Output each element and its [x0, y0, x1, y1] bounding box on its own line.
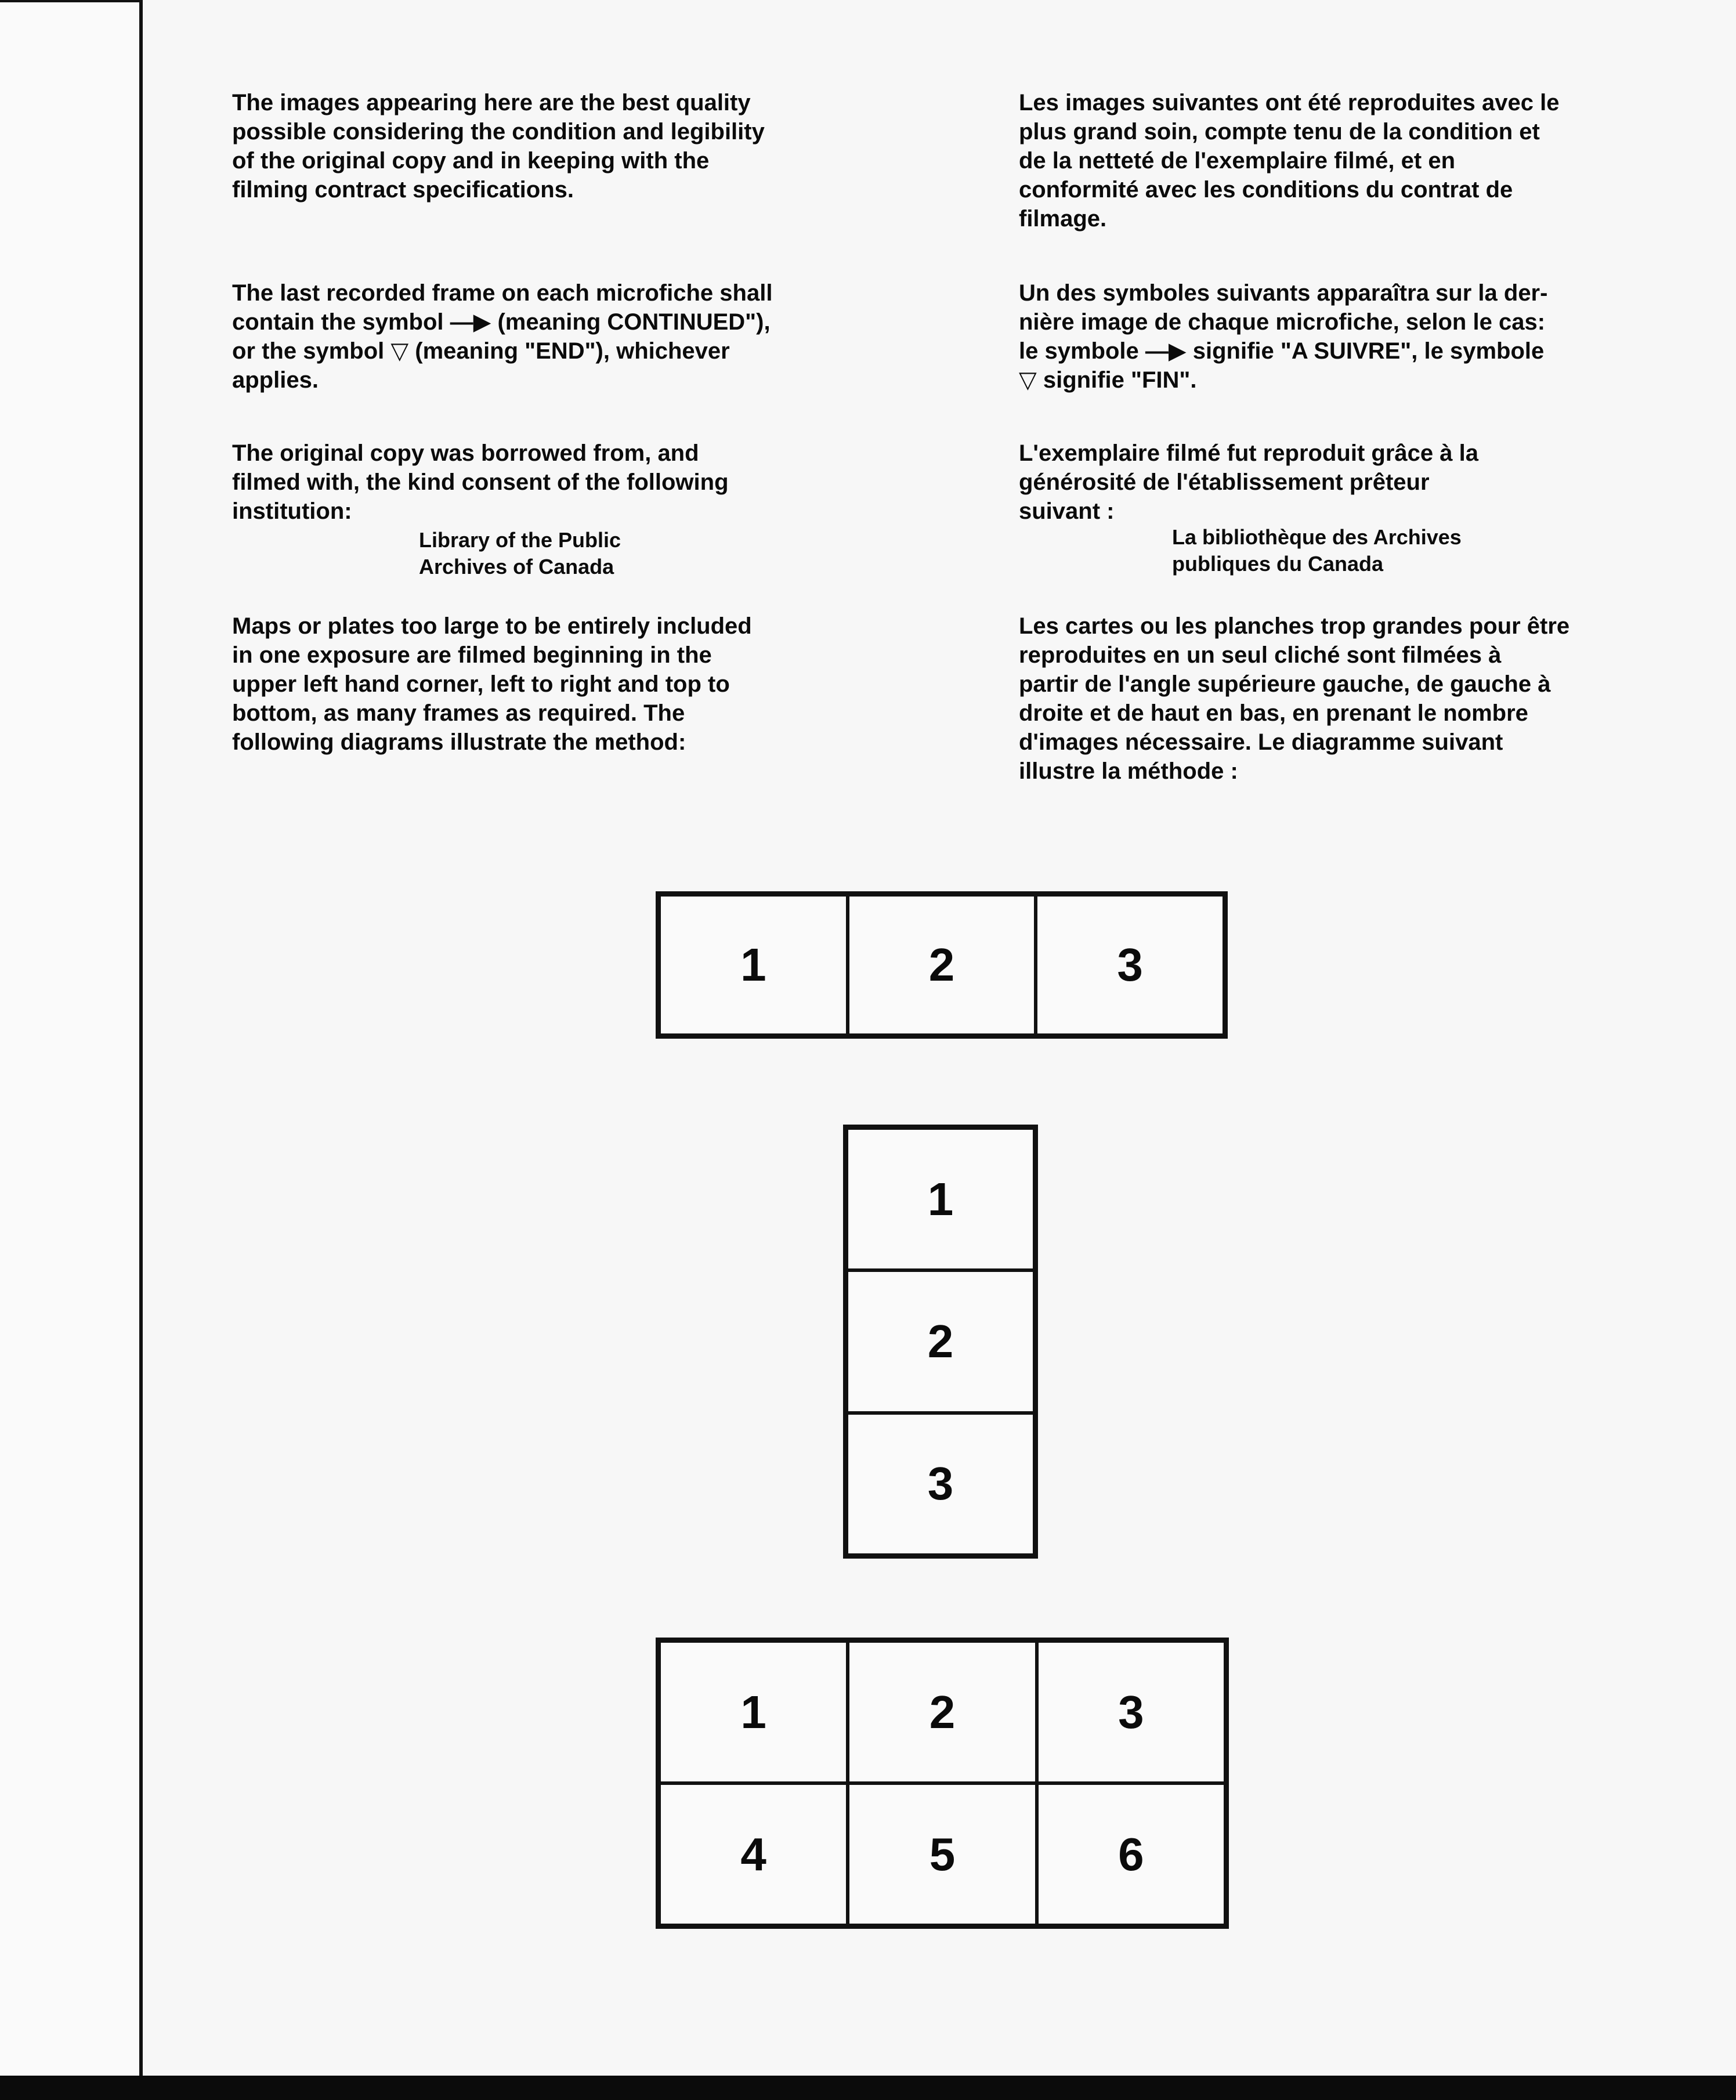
frame-cell: 4 [659, 1783, 848, 1925]
diagram-grid [656, 1638, 1229, 1929]
bottom-film-edge [0, 2076, 1736, 2100]
frame-cell: 3 [1037, 1641, 1225, 1783]
frame-cell: 5 [848, 1783, 1036, 1925]
english-maps-note: Maps or plates too large to be entirely included in one exposure are filmed beginning in the upper left hand corner, left to right and top to bottom, as many frames as required. The following diagrams illustrate the method: [232, 613, 752, 755]
frame-cell: 1 [659, 1641, 848, 1783]
top-rule [0, 0, 139, 2]
frame-cell: 1 [847, 1128, 1035, 1270]
french-quality-note: Les images suivantes ont été reproduites avec le plus grand soin, compte tenu de la condition et de la netteté de l'exemplaire filmé, et en conformité avec les conditions du contrat de filmage. [1019, 90, 1560, 232]
french-institution-note: L'exemplaire filmé fut reproduit grâce à la générosité de l'établissement prêteur suivant : [1019, 440, 1478, 524]
english-quality-note: The images appearing here are the best quality possible considering the condition and legibility of the original copy and in keeping with the filming contract specifications. [232, 90, 765, 203]
frame-cell: 3 [1036, 895, 1224, 1035]
english-institution-note: The original copy was borrowed from, and filmed with, the kind consent of the following institution: [232, 440, 729, 524]
frame-cell: 3 [847, 1413, 1035, 1555]
french-institution-name: La bibliothèque des Archives publiques du Canada [1172, 525, 1462, 576]
frame-cell: 1 [659, 895, 848, 1035]
french-symbol-note: Un des symboles suivants apparaîtra sur la der- nière image de chaque microfiche, selon le cas: le symbole —▶ signifie "A SUIVRE", le symbole ▽ signifie "FIN". [1019, 280, 1548, 393]
frame-cell: 6 [1037, 1783, 1225, 1925]
frame-cell: 2 [847, 1270, 1035, 1412]
english-symbol-note: The last recorded frame on each microfiche shall contain the symbol —▶ (meaning CONTINUED"), or the symbol ▽ (meaning "END"), whichever applies. [232, 280, 773, 393]
english-institution-name: Library of the Public Archives of Canada [419, 528, 621, 579]
diagram-horizontal [656, 891, 1228, 1039]
frame-cell: 2 [848, 895, 1036, 1035]
frame-cell: 2 [848, 1641, 1036, 1783]
french-maps-note: Les cartes ou les planches trop grandes pour être reproduites en un seul cliché sont filmées à partir de l'angle supérieure gauche, de gauche à droite et de haut en bas, en prenant le nombre d'images nécessaire. Le diagramme suivant illustre la méthode : [1019, 613, 1570, 784]
left-margin-strip [0, 0, 143, 2100]
diagram-vertical [843, 1125, 1038, 1559]
